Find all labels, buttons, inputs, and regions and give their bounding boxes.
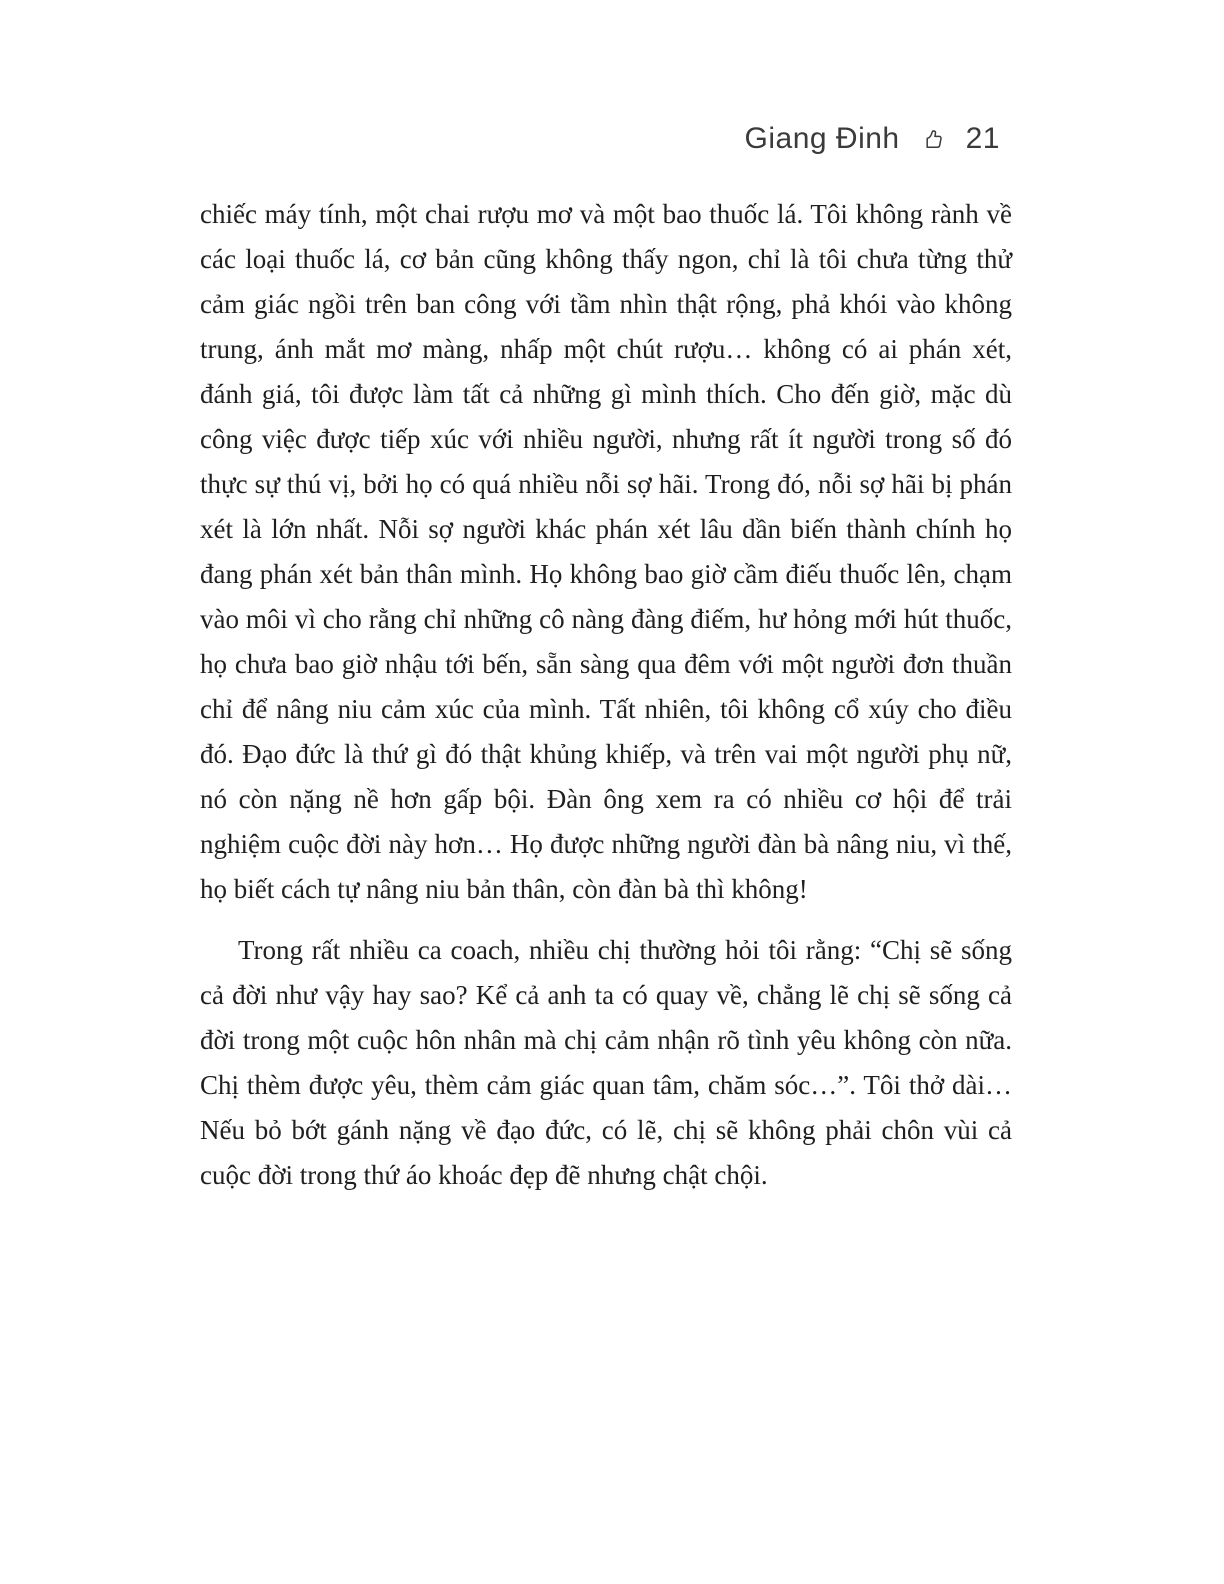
body-text <box>200 192 1012 1198</box>
running-head-author: Giang Đinh <box>744 122 900 155</box>
page-number: 21 <box>965 122 1000 155</box>
paragraph: Trong rất nhiều ca coach, nhiều chị thường hỏi tôi rằng: “Chị sẽ sống cả đời như vậy hay sao? Kể cả anh ta có quay về, chẳng lẽ chị sẽ sống cả đời trong một cuộc hôn nhân mà chị cảm nhận rõ tình yêu không còn nữa. Chị thèm được yêu, thèm cảm giác quan tâm, chăm sóc…”. Tôi thở dài… Nếu bỏ bớt gánh nặng về đạo đức, có lẽ, chị sẽ không phải chôn vùi cả cuộc đời trong thứ áo khoác đẹp đẽ nhưng chật chội. <box>200 935 1012 1190</box>
thumbs-up-icon <box>920 124 946 154</box>
paragraph: chiếc máy tính, một chai rượu mơ và một bao thuốc lá. Tôi không rành về các loại thuốc lá, cơ bản cũng không thấy ngon, chỉ là tôi chưa từng thử cảm giác ngồi trên ban công với tầm nhìn thật rộng, phả khói vào không trung, ánh mắt mơ màng, nhấp một chút rượu… không có ai phán xét, đánh giá, tôi được làm tất cả những gì mình thích. Cho đến giờ, mặc dù công việc được tiếp xúc với nhiều người, nhưng rất ít người trong số đó thực sự thú vị, bởi họ có quá nhiều nỗi sợ hãi. Trong đó, nỗi sợ hãi bị phán xét là lớn nhất. Nỗi sợ người khác phán xét lâu dần biến thành chính họ đang phán xét bản thân mình. Họ không bao giờ cầm điếu thuốc lên, chạm vào môi vì cho rằng chỉ những cô nàng đàng điếm, hư hỏng mới hút thuốc, họ chưa bao giờ nhậu tới bến, sẵn sàng qua đêm với một người đơn thuần chỉ để nâng niu cảm xúc của mình. Tất nhiên, tôi không cổ xúy cho điều đó. Đạo đức là thứ gì đó thật khủng khiếp, và trên vai một người phụ nữ, nó còn nặng nề hơn gấp bội. Đàn ông xem ra có nhiều cơ hội để trải nghiệm cuộc đời này hơn… Họ được những người đàn bà nâng niu, vì thế, họ biết cách tự nâng niu bản thân, còn đàn bà thì không! <box>200 199 1012 904</box>
page-header <box>200 122 1000 156</box>
